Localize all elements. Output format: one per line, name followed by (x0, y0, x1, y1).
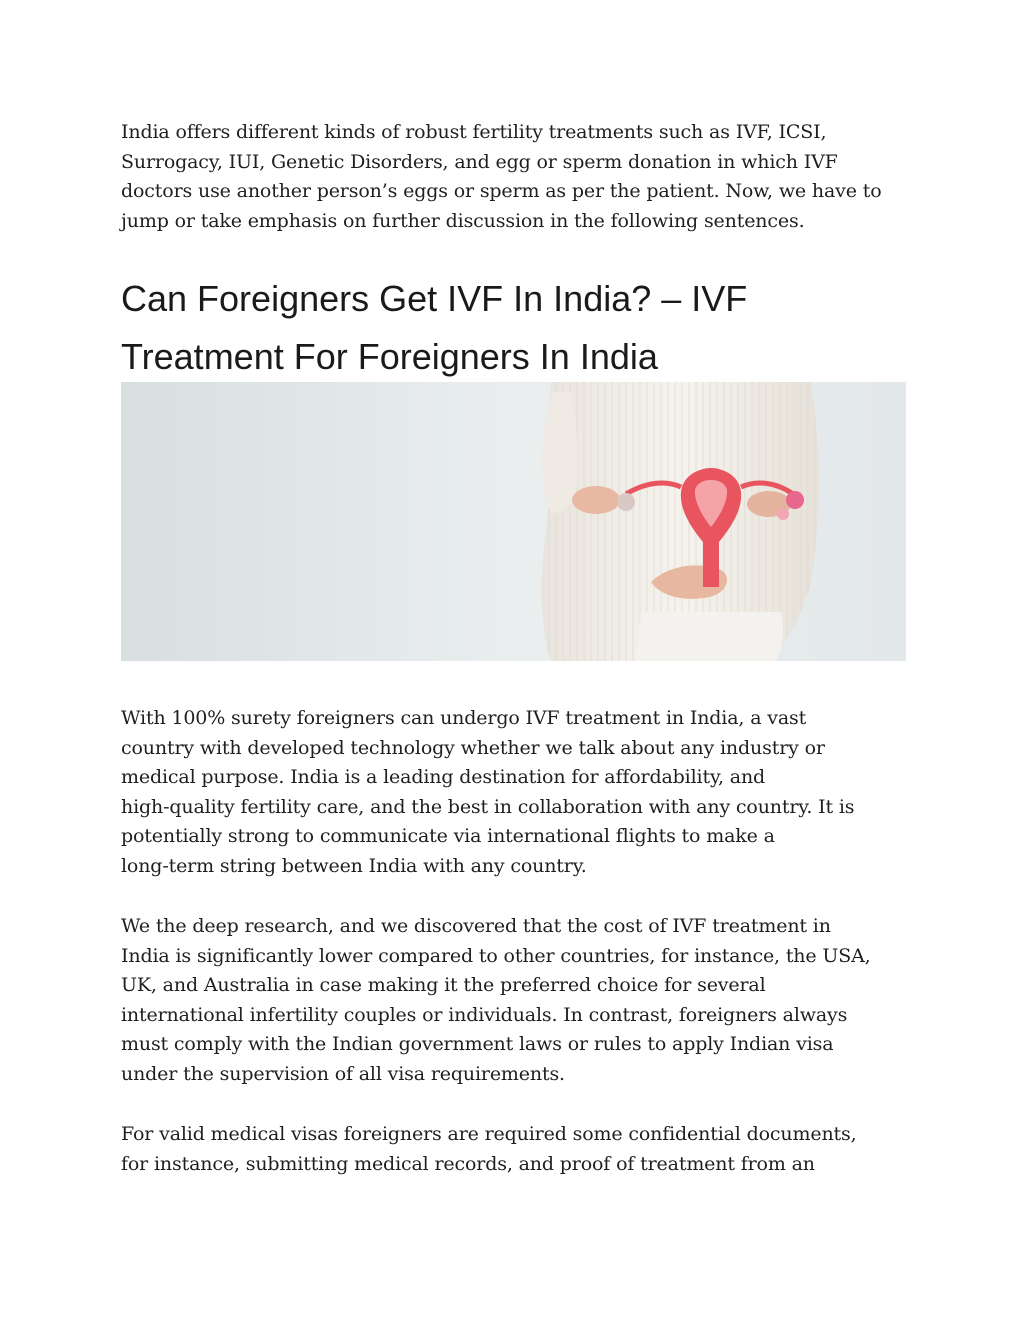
paragraph-line: country with developed technology whether we talk about any industry or (121, 736, 825, 759)
section-heading (121, 270, 921, 386)
white-pants (636, 612, 783, 661)
photo-illustration (121, 382, 906, 661)
paragraph-line: for instance, submitting medical records, and proof of treatment from an (121, 1152, 815, 1175)
paragraph-line: For valid medical visas foreigners are required some confidential documents, (121, 1123, 857, 1145)
intro-paragraph (121, 118, 921, 236)
surety-paragraph (121, 704, 921, 882)
paragraph-line: We the deep research, and we discovered that the cost of IVF treatment in (121, 915, 831, 937)
paragraph-line: jump or take emphasis on further discussion in the following sentences. (121, 209, 805, 232)
paragraph-line: potentially strong to communicate via international flights to make a (121, 825, 775, 848)
paragraph-line: UK, and Australia in case making it the preferred choice for several (121, 974, 766, 997)
research-paragraph (121, 912, 921, 1090)
paragraph-line: international infertility couples or individuals. In contrast, foreigners always (121, 1003, 848, 1026)
paragraph-line: medical purpose. India is a leading destination for affordability, and (121, 766, 766, 789)
left-hand (572, 486, 620, 514)
heading-line: Can Foreigners Get IVF In India? – IVF (121, 278, 748, 319)
paragraph-line: must comply with the Indian government laws or rules to apply Indian visa (121, 1033, 834, 1056)
paragraph-line: Surrogacy, IUI, Genetic Disorders, and egg or sperm donation in which IVF (121, 150, 838, 173)
heading-line: Treatment For Foreigners In India (121, 336, 658, 377)
paragraph-line: long-term string between India with any country. (121, 854, 587, 877)
uterus-model-photo (121, 382, 906, 661)
paragraph-line: high-quality fertility care, and the best in collaboration with any country. It is (121, 795, 855, 818)
paragraph-line: India is significantly lower compared to other countries, for instance, the USA, (121, 944, 871, 967)
paragraph-line: With 100% surety foreigners can undergo IVF treatment in India, a vast (121, 707, 807, 729)
visa-paragraph (121, 1120, 921, 1179)
paragraph-line: doctors use another person’s eggs or sperm as per the patient. Now, we have to (121, 180, 882, 203)
paragraph-line: India offers different kinds of robust fertility treatments such as IVF, ICSI, (121, 121, 827, 143)
paragraph-line: under the supervision of all visa requirements. (121, 1062, 565, 1085)
